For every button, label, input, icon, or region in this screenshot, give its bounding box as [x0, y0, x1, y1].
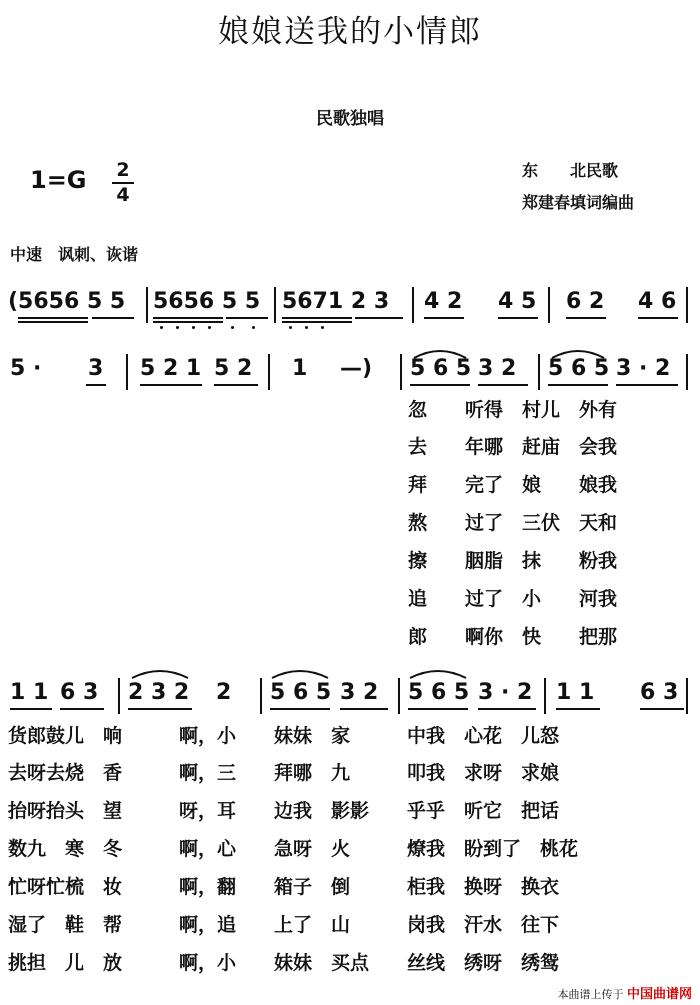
measure-7a: 5 2 1 [140, 356, 202, 381]
barline [544, 678, 546, 714]
beam [18, 321, 88, 323]
octave-dot [160, 326, 163, 329]
beam [638, 317, 678, 319]
barline [686, 678, 688, 714]
barline [686, 354, 688, 390]
staff-row-1 [0, 283, 700, 327]
beam [410, 384, 470, 386]
barline [398, 678, 400, 714]
measure-8a: 1 [292, 356, 308, 381]
barline [548, 287, 550, 323]
measure-15a: 1 1 [556, 680, 595, 705]
lyric-line: 抬呀抬头 望 呀，耳 边我 影影 乎乎 听它 把话 [8, 800, 560, 822]
beam [226, 317, 268, 319]
octave-dot [208, 326, 211, 329]
beam [153, 317, 223, 319]
octave-dot [176, 326, 179, 329]
footer-site[interactable]: 中国曲谱网 [626, 987, 692, 1002]
octave-dot [192, 326, 195, 329]
measure-10a: 5 6 5 [548, 356, 610, 381]
song-title: 娘娘送我的小情郎 [218, 14, 482, 50]
beam [10, 708, 52, 710]
octave-dot [252, 326, 255, 329]
beam [340, 708, 388, 710]
measure-7b: 5 2 [214, 356, 253, 381]
measure-3: 5671 2 3 [282, 289, 390, 314]
beam [556, 708, 600, 710]
lyric-line: 郎 啊你 快 把那 [408, 626, 618, 648]
beam [640, 708, 684, 710]
measure-10b: 3 · 2 [616, 356, 671, 381]
octave-dot [321, 326, 324, 329]
staff-row-3 [0, 674, 700, 718]
beam [616, 384, 678, 386]
key-signature: 1=G [30, 166, 87, 194]
barline [118, 678, 120, 714]
measure-6b: 3 [88, 356, 104, 381]
barline [274, 287, 276, 323]
measure-4b: 4 5 [498, 289, 537, 314]
measure-9a: 5 6 5 [410, 356, 472, 381]
lyric-line: 去呀去烧 香 啊，三 拜哪 九 叩我 求呀 求娘 [8, 762, 560, 784]
footer-text: 本曲谱上传于 [557, 988, 624, 1001]
lyric-line: 湿了 鞋 帮 啊，追 上了 山 岗我 汗水 往下 [8, 914, 560, 936]
measure-14b: 3 · 2 [478, 680, 533, 705]
measure-5b: 4 6 [638, 289, 677, 314]
beam [282, 321, 352, 323]
beam [408, 708, 468, 710]
beam [270, 708, 330, 710]
measure-12a: 2 3 2 [128, 680, 190, 705]
beam [60, 708, 104, 710]
beam [140, 384, 202, 386]
measure-13b: 3 2 [340, 680, 379, 705]
barline [268, 354, 270, 390]
beam [153, 321, 223, 323]
octave-dot [231, 326, 234, 329]
measure-11a: 1 1 [10, 680, 49, 705]
measure-15b: 6 3 [640, 680, 679, 705]
measure-5a: 6 2 [566, 289, 605, 314]
source-line-1: 东 北民歌 [522, 161, 619, 180]
beam [92, 317, 134, 319]
tempo-marking: 中速 讽刺、诙谐 [10, 245, 139, 264]
time-top: 2 [116, 159, 130, 181]
beam [18, 317, 88, 319]
measure-14a: 5 6 5 [408, 680, 470, 705]
measure-9b: 3 2 [478, 356, 517, 381]
beam [355, 317, 403, 319]
slur-marks [412, 346, 682, 360]
barline [126, 354, 128, 390]
measure-8b: —) [340, 356, 373, 381]
beam [86, 384, 106, 386]
barline [686, 287, 688, 323]
lyric-line: 擦 胭脂 抹 粉我 [408, 550, 618, 572]
measure-11b: 6 3 [60, 680, 99, 705]
time-bottom: 4 [116, 184, 130, 206]
beam [566, 317, 606, 319]
barline [146, 287, 148, 323]
measure-4a: 4 2 [424, 289, 463, 314]
measure-12b: 2 [216, 680, 232, 705]
measure-6a: 5 · [10, 356, 42, 381]
time-signature [112, 160, 134, 206]
lyric-line: 熬 过了 三伏 天和 [408, 512, 618, 534]
lyric-line: 拜 完了 娘 娘我 [408, 474, 618, 496]
source-line-2: 郑建春填词编曲 [522, 193, 635, 212]
lyric-line: 货郎鼓儿 响 啊，小 妹妹 家 中我 心花 儿怒 [8, 725, 560, 747]
beam [498, 317, 538, 319]
octave-dot [289, 326, 292, 329]
lyric-line: 忽 听得 村儿 外有 [408, 399, 618, 421]
lyric-line: 忙呀忙梳 妆 啊，翻 箱子 倒 柜我 换呀 换衣 [8, 876, 560, 898]
slur-marks [128, 666, 478, 680]
barline [412, 287, 414, 323]
octave-dot [305, 326, 308, 329]
lyric-line: 挑担 儿 放 啊，小 妹妹 买点 丝线 绣呀 绣鸳 [8, 952, 560, 974]
beam [424, 317, 464, 319]
measure-2: 5656 5 5 [153, 289, 261, 314]
beam [548, 384, 608, 386]
footer-watermark [557, 983, 692, 1002]
barline [400, 354, 402, 390]
lyric-line: 数九 寒 冬 啊，心 急呀 火 燎我 盼到了 桃花 [8, 838, 579, 860]
subtitle: 民歌独唱 [316, 109, 384, 129]
beam [282, 317, 352, 319]
measure-13a: 5 6 5 [270, 680, 332, 705]
lyric-line: 追 过了 小 河我 [408, 588, 618, 610]
barline [260, 678, 262, 714]
staff-row-2 [0, 352, 700, 396]
beam [478, 708, 536, 710]
beam [478, 384, 528, 386]
beam [214, 384, 258, 386]
measure-1: (5656 5 5 [8, 289, 126, 314]
beam [128, 708, 192, 710]
lyric-line: 去 年哪 赶庙 会我 [408, 436, 618, 458]
